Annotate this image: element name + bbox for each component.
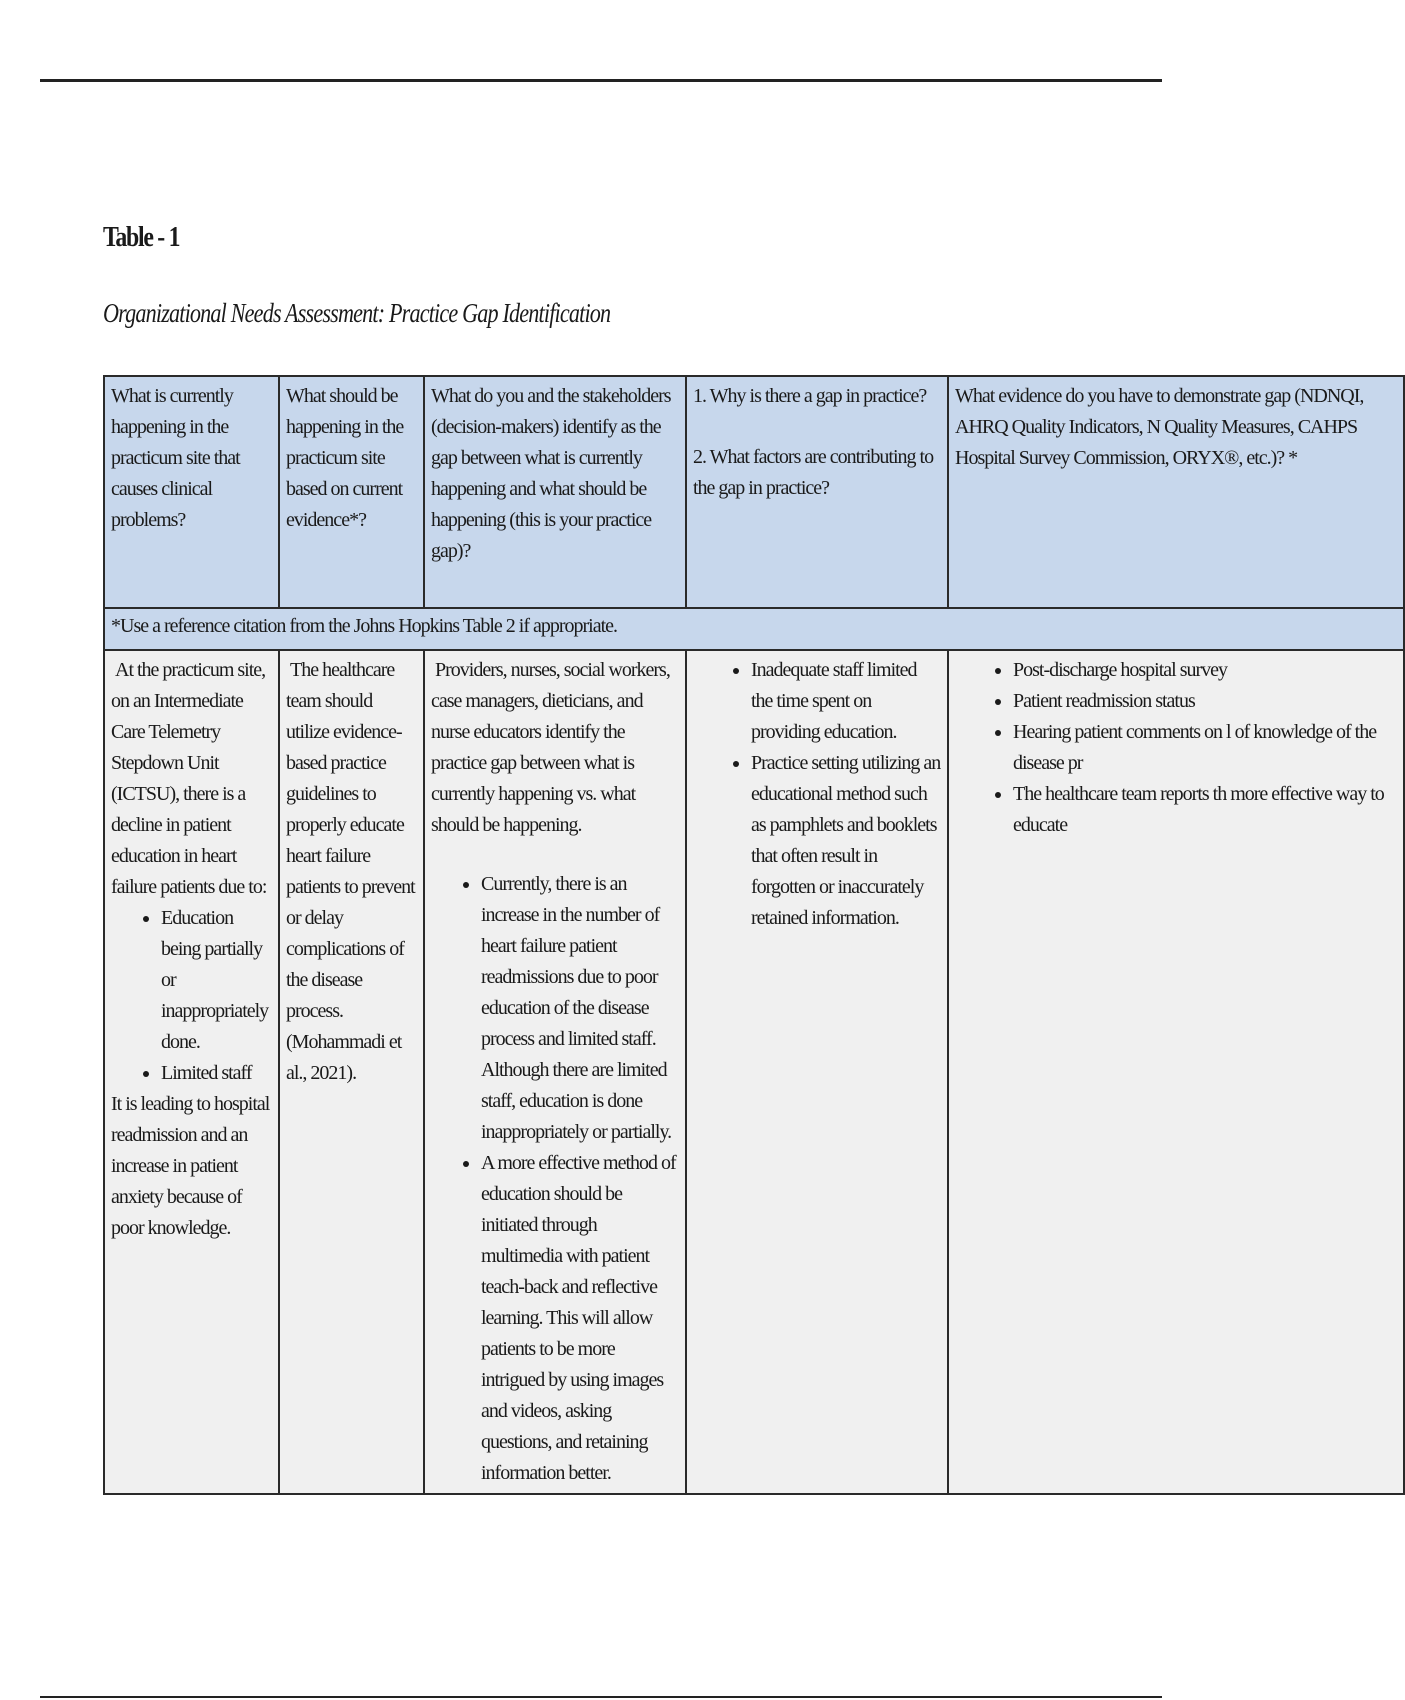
list-item: • A more effective method of education should be initiated through multimedia with patient teach-back and reflective learning. This will allow patients to be more intrigued by using images and videos, asking questions, and retaining information better. (481, 1148, 679, 1489)
gap-bullets (431, 869, 679, 1489)
evidence-bullets (955, 655, 1397, 841)
bottom-rule (40, 1696, 1162, 1698)
header-gap-text: What do you and the stakeholders (decision-makers) identify as the gap between what is currently happening and what should be happening (this is your practice gap)? (431, 385, 671, 562)
top-rule (40, 79, 1162, 82)
should-text: The healthcare team should utilize evidence-based practice guidelines to properly educate heart failure patients to prevent or delay complications of the disease process. (Mohammadi et al., 2021). (286, 659, 415, 1084)
current-intro: At the practicum site, on an Intermediate Care Telemetry Stepdown Unit (ICTSU), there is a decline in patient education in heart failure patients due to: (111, 659, 267, 898)
header-cell-current (104, 376, 279, 608)
body-cell-gap (424, 650, 686, 1494)
list-item: • Limited staff (161, 1058, 272, 1089)
body-cell-why (686, 650, 948, 1494)
current-outro: It is leading to hospital readmission and an increase in patient anxiety because of poor knowledge. (111, 1093, 270, 1239)
list-item: • Practice setting utilizing an educational method such as pamphlets and booklets that often result in forgotten or inaccurately retained information. (751, 748, 941, 934)
list-item: • Education being partially or inappropriately done. (161, 903, 272, 1058)
header-should-text: What should be happening in the practicum site based on current evidence*? (286, 385, 404, 531)
body-row (104, 650, 1404, 1494)
list-item: • The healthcare team reports th more effective way to educate (1013, 779, 1397, 841)
list-item: • Inadequate staff limited the time spent on providing education. (751, 655, 941, 748)
table-caption: Organizational Needs Assessment: Practice Gap Identification (103, 298, 611, 328)
current-bullets (111, 903, 272, 1089)
header-cell-why (686, 376, 948, 608)
header-row (104, 376, 1404, 608)
header-spacer (693, 412, 941, 442)
header-current-text: What is currently happening in the practicum site that causes clinical problems? (111, 385, 240, 531)
header-factors-text: 2. What factors are contributing to the gap in practice? (693, 446, 934, 499)
body-cell-current (104, 650, 279, 1494)
header-evidence-text: What evidence do you have to demonstrate gap (NDNQI, AHRQ Quality Indicators, N Quality Measures, CAHPS Hospital Survey Commission, ORYX®, etc.)? * (955, 385, 1364, 469)
reference-note: *Use a reference citation from the Johns Hopkins Table 2 if appropriate. (111, 615, 618, 637)
note-cell (104, 608, 1404, 650)
why-bullets (693, 655, 941, 934)
header-cell-evidence (948, 376, 1404, 608)
list-item: • Currently, there is an increase in the number of heart failure patient readmissions due to poor education of the disease process and limited staff. Although there are limited staff, education is done inappropriately or partially. (481, 869, 679, 1148)
table-label: Table - 1 (103, 222, 180, 253)
list-item: • Patient readmission status (1013, 686, 1397, 717)
practice-gap-table (103, 375, 1405, 1495)
body-cell-evidence (948, 650, 1404, 1494)
header-why-text: 1. Why is there a gap in practice? (693, 385, 927, 407)
table-viewport (103, 375, 1384, 1484)
gap-intro: Providers, nurses, social workers, case managers, dieticians, and nurse educators identify the practice gap between what is currently happening vs. what should be happening. (431, 659, 670, 836)
list-item: • Hearing patient comments on l of knowledge of the disease pr (1013, 717, 1397, 779)
note-row (104, 608, 1404, 650)
header-cell-gap (424, 376, 686, 608)
header-cell-should (279, 376, 424, 608)
body-cell-should (279, 650, 424, 1494)
list-item: • Post-discharge hospital survey (1013, 655, 1397, 686)
